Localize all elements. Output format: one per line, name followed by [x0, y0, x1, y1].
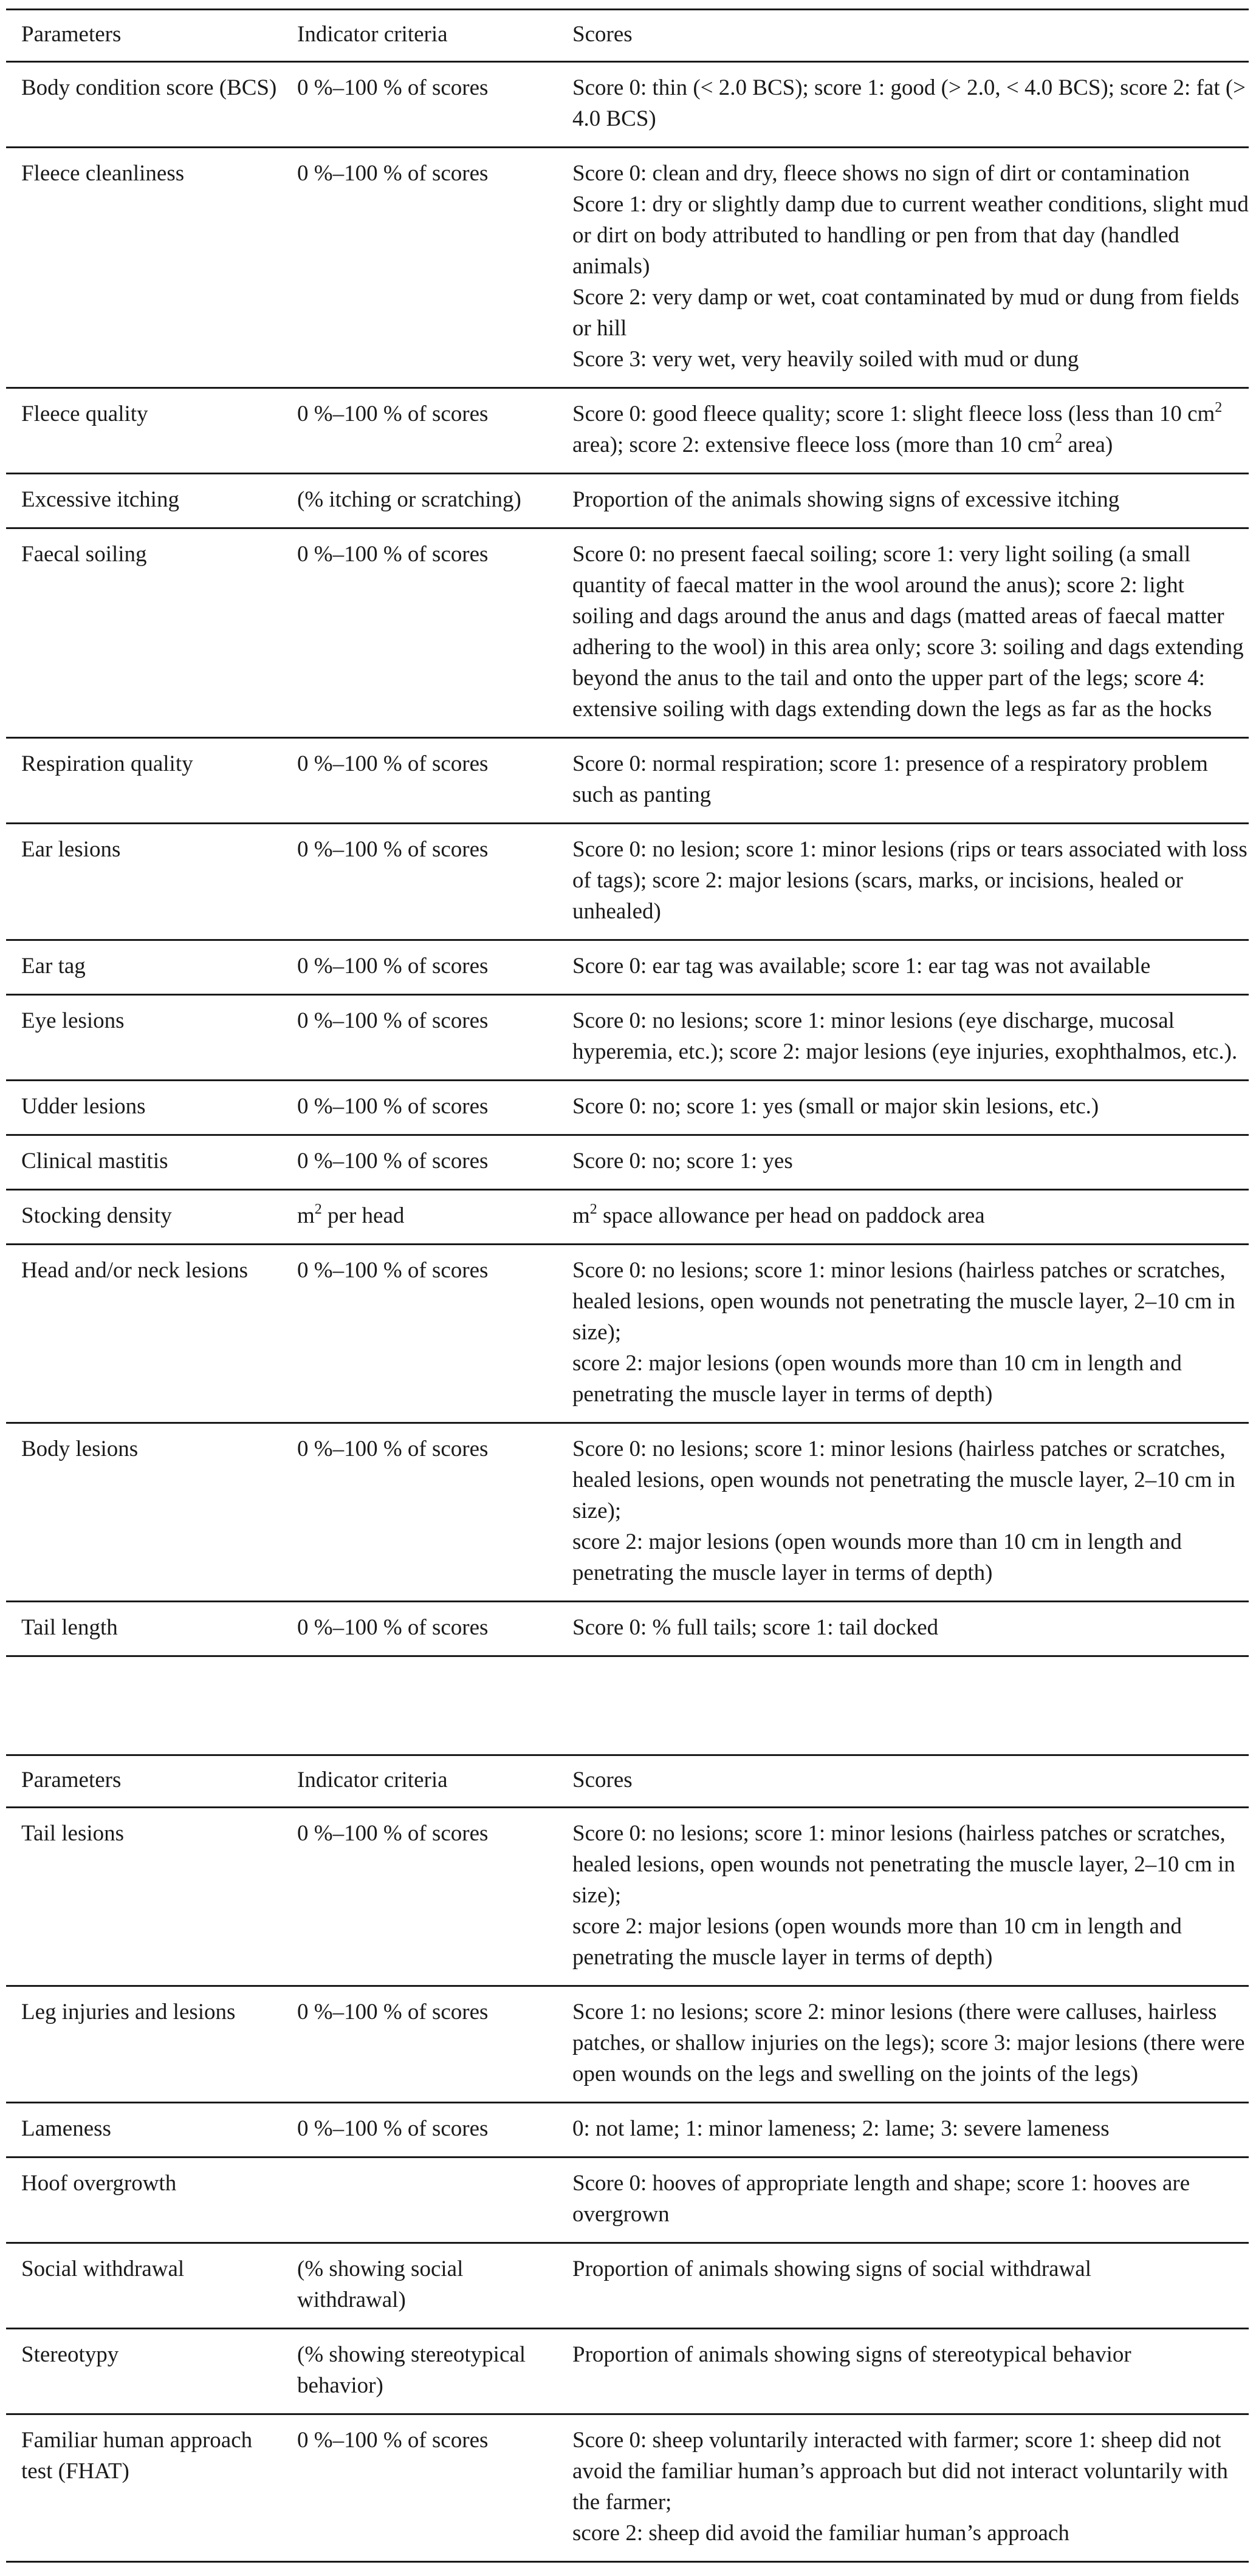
- criteria-cell: 0 %–100 % of scores: [282, 1423, 557, 1602]
- score-line: Score 0: no lesions; score 1: minor lesions (hairless patches or scratches, healed lesions, open wounds not penetrating the muscle layer, 2–10 cm in size);: [572, 1437, 1235, 1523]
- criteria-cell: (% itching or scratching): [282, 474, 557, 528]
- header-indicator-criteria: Indicator criteria: [282, 10, 557, 62]
- parameter-cell: Clinical mastitis: [6, 1135, 282, 1190]
- table-row: [6, 940, 1249, 995]
- criteria-cell: 0 %–100 % of scores: [282, 1602, 557, 1656]
- parameter-cell: Eye lesions: [6, 995, 282, 1081]
- header-indicator-criteria: Indicator criteria: [282, 1755, 557, 1808]
- parameter-cell: Fleece quality: [6, 388, 282, 474]
- parameter-cell: Ear tag: [6, 940, 282, 995]
- score-line: Score 0: clean and dry, fleece shows no sign of dirt or contamination: [572, 161, 1190, 186]
- scores-cell: [557, 1808, 1249, 1986]
- table-body: [6, 62, 1249, 1656]
- criteria-cell: 0 %–100 % of scores: [282, 148, 557, 388]
- table-row: [6, 388, 1249, 474]
- table-row: [6, 528, 1249, 738]
- score-line: Proportion of the animals showing signs of excessive itching: [572, 487, 1120, 512]
- criteria-cell: 0 %–100 % of scores: [282, 1808, 557, 1986]
- score-line: score 2: sheep did avoid the familiar human’s approach: [572, 2521, 1069, 2546]
- score-line: Score 0: no; score 1: yes: [572, 1149, 793, 1174]
- criteria-cell: [282, 2157, 557, 2243]
- score-line: Score 1: no lesions; score 2: minor lesions (there were calluses, hairless patches, or shallow injuries on the legs); score 3: major lesions (there were open wounds on the legs and swelling on the joints of the legs): [572, 2000, 1245, 2086]
- parameter-cell: Social withdrawal: [6, 2243, 282, 2329]
- criteria-cell: 0 %–100 % of scores: [282, 2103, 557, 2157]
- criteria-cell: 0 %–100 % of scores: [282, 62, 557, 148]
- parameters-table-continued: [6, 1754, 1249, 2563]
- parameter-cell: Leg injuries and lesions: [6, 1986, 282, 2103]
- table-row: [6, 474, 1249, 528]
- scores-cell: [557, 2414, 1249, 2562]
- scores-cell: $m^2$ space allowance per head on paddock area: [557, 1190, 1249, 1245]
- table-header-row: [6, 10, 1249, 62]
- table-row: [6, 1135, 1249, 1190]
- criteria-cell: 0 %–100 % of scores: [282, 1245, 557, 1423]
- scores-cell: [557, 738, 1249, 824]
- parameter-cell: Body condition score (BCS): [6, 62, 282, 148]
- score-line: score 2: major lesions (open wounds more than 10 cm in length and penetrating the muscle layer in terms of depth): [572, 1914, 1182, 1970]
- table-header-row: [6, 1755, 1249, 1808]
- score-line: Score 0: hooves of appropriate length and shape; score 1: hooves are overgrown: [572, 2171, 1190, 2227]
- header-parameters: Parameters: [6, 1755, 282, 1808]
- scores-cell: [557, 2157, 1249, 2243]
- score-line: Score 0: no lesion; score 1: minor lesions (rips or tears associated with loss of tags); score 2: major lesions (scars, marks, or incisions, healed or unhealed): [572, 837, 1247, 924]
- criteria-cell: 0 %–100 % of scores: [282, 1135, 557, 1190]
- scores-cell: [557, 1081, 1249, 1135]
- scores-cell: [557, 62, 1249, 148]
- criteria-cell: 0 %–100 % of scores: [282, 940, 557, 995]
- score-line: Score 0: no present faecal soiling; score 1: very light soiling (a small quantity of faecal matter in the wool around the anus); score 2: light soiling and dags around the anus and dags (matted areas of faecal matter adhering to the wool) in this area only; score 3: soiling and dags extending beyond the anus to the tail and onto the upper part of the legs; score 4: extensive soiling with dags extending down the legs as far as the hocks: [572, 542, 1244, 722]
- parameter-cell: Respiration quality: [6, 738, 282, 824]
- table-row: [6, 2329, 1249, 2414]
- criteria-cell: 0 %–100 % of scores: [282, 528, 557, 738]
- table-row: [6, 62, 1249, 148]
- table-row: [6, 2103, 1249, 2157]
- scores-cell: [557, 1135, 1249, 1190]
- table-row: [6, 738, 1249, 824]
- score-line: Proportion of animals showing signs of stereotypical behavior: [572, 2342, 1131, 2367]
- parameter-cell: Stereotypy: [6, 2329, 282, 2414]
- scores-cell: [557, 528, 1249, 738]
- table-row: [6, 2157, 1249, 2243]
- score-line: Score 0: no lesions; score 1: minor lesions (hairless patches or scratches, healed lesions, open wounds not penetrating the muscle layer, 2–10 cm in size);: [572, 1821, 1235, 1908]
- score-line: Score 0: normal respiration; score 1: presence of a respiratory problem such as panting: [572, 751, 1208, 807]
- score-line: Score 2: very damp or wet, coat contaminated by mud or dung from fields or hill: [572, 285, 1240, 341]
- parameter-cell: Tail lesions: [6, 1808, 282, 1986]
- table-row: [6, 2414, 1249, 2562]
- criteria-cell: 0 %–100 % of scores: [282, 1081, 557, 1135]
- parameter-cell: Ear lesions: [6, 824, 282, 940]
- parameter-cell: Hoof overgrowth: [6, 2157, 282, 2243]
- scores-cell: [557, 2103, 1249, 2157]
- score-line: Score 0: no; score 1: yes (small or major skin lesions, etc.): [572, 1094, 1099, 1119]
- scores-cell: Score 0: good fleece quality; score 1: slight fleece loss (less than 10 $cm^2$ area); score 2: extensive fleece loss (more than 10 $cm^2$ area): [557, 388, 1249, 474]
- scores-cell: [557, 824, 1249, 940]
- score-line: Score 0: no lesions; score 1: minor lesions (hairless patches or scratches, healed lesions, open wounds not penetrating the muscle layer, 2–10 cm in size);: [572, 1258, 1235, 1345]
- parameter-cell: Familiar human approach test (FHAT): [6, 2414, 282, 2562]
- scores-cell: [557, 940, 1249, 995]
- parameter-cell: Udder lesions: [6, 1081, 282, 1135]
- parameter-cell: Fleece cleanliness: [6, 148, 282, 388]
- table-row: [6, 824, 1249, 940]
- table-row: [6, 1190, 1249, 1245]
- table-row: [6, 995, 1249, 1081]
- table-row: [6, 1245, 1249, 1423]
- scores-cell: [557, 1986, 1249, 2103]
- header-scores: Scores: [557, 10, 1249, 62]
- table-body-continued: [6, 1808, 1249, 2562]
- criteria-cell: 0 %–100 % of scores: [282, 2414, 557, 2562]
- table-row: [6, 1423, 1249, 1602]
- scores-cell: [557, 2243, 1249, 2329]
- score-line: Score 0: thin (< 2.0 BCS); score 1: good (> 2.0, < 4.0 BCS); score 2: fat (> 4.0 BCS): [572, 75, 1246, 131]
- score-line: score 2: major lesions (open wounds more than 10 cm in length and penetrating the muscle layer in terms of depth): [572, 1529, 1182, 1585]
- scores-cell: [557, 2329, 1249, 2414]
- score-line: 0: not lame; 1: minor lameness; 2: lame; 3: severe lameness: [572, 2116, 1110, 2141]
- criteria-cell: 0 %–100 % of scores: [282, 824, 557, 940]
- table-row: [6, 1081, 1249, 1135]
- score-line: Score 0: % full tails; score 1: tail docked: [572, 1615, 939, 1640]
- parameter-cell: Head and/or neck lesions: [6, 1245, 282, 1423]
- score-line: Score 0: no lesions; score 1: minor lesions (eye discharge, mucosal hyperemia, etc.); score 2: major lesions (eye injuries, exophthalmos, etc.).: [572, 1008, 1238, 1064]
- table-row: [6, 1986, 1249, 2103]
- score-line: Score 3: very wet, very heavily soiled with mud or dung: [572, 347, 1079, 372]
- scores-cell: [557, 1602, 1249, 1656]
- parameter-cell: Excessive itching: [6, 474, 282, 528]
- table-row: [6, 2243, 1249, 2329]
- header-parameters: Parameters: [6, 10, 282, 62]
- scores-cell: [557, 1245, 1249, 1423]
- criteria-cell: 0 %–100 % of scores: [282, 738, 557, 824]
- score-line: Score 1: dry or slightly damp due to current weather conditions, slight mud or dirt on body attributed to handling or pen from that day (handled animals): [572, 192, 1249, 279]
- score-line: Proportion of animals showing signs of social withdrawal: [572, 2257, 1091, 2281]
- parameter-cell: Lameness: [6, 2103, 282, 2157]
- table-row: [6, 1602, 1249, 1656]
- header-scores: Scores: [557, 1755, 1249, 1808]
- score-line: score 2: major lesions (open wounds more than 10 cm in length and penetrating the muscle layer in terms of depth): [572, 1351, 1182, 1407]
- scores-cell: [557, 148, 1249, 388]
- table-row: [6, 148, 1249, 388]
- parameter-cell: Tail length: [6, 1602, 282, 1656]
- scores-cell: [557, 1423, 1249, 1602]
- scores-cell: [557, 995, 1249, 1081]
- criteria-cell: $m^2$ per head: [282, 1190, 557, 1245]
- criteria-cell: 0 %–100 % of scores: [282, 388, 557, 474]
- criteria-cell: 0 %–100 % of scores: [282, 1986, 557, 2103]
- score-line: Score 0: sheep voluntarily interacted with farmer; score 1: sheep did not avoid the familiar human’s approach but did not interact voluntarily with the farmer;: [572, 2428, 1228, 2515]
- parameter-cell: Stocking density: [6, 1190, 282, 1245]
- parameter-cell: Faecal soiling: [6, 528, 282, 738]
- scores-cell: [557, 474, 1249, 528]
- criteria-cell: (% showing social withdrawal): [282, 2243, 557, 2329]
- criteria-cell: 0 %–100 % of scores: [282, 995, 557, 1081]
- table-row: [6, 1808, 1249, 1986]
- criteria-cell: (% showing stereotypical behavior): [282, 2329, 557, 2414]
- parameters-table: [6, 9, 1249, 1657]
- score-line: Score 0: ear tag was available; score 1: ear tag was not available: [572, 954, 1151, 979]
- parameter-cell: Body lesions: [6, 1423, 282, 1602]
